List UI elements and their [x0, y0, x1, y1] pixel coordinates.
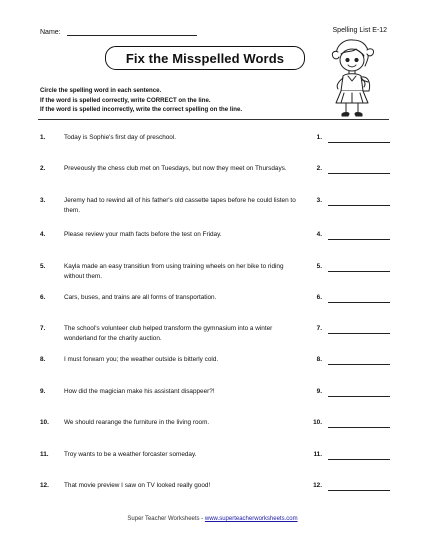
divider-rule [38, 119, 389, 120]
question-number: 8. [40, 356, 46, 363]
question-number: 2. [40, 165, 46, 172]
question-number: 6. [40, 294, 46, 301]
answer-line[interactable] [328, 459, 390, 460]
answer-line[interactable] [328, 333, 390, 334]
footer-link[interactable]: www.superteacherworksheets.com [204, 516, 298, 522]
answer-number: 4. [316, 231, 322, 238]
spelling-list-label: Spelling List E-12 [332, 27, 387, 34]
question-text: Cars, buses, and trains are all forms of transportation. [64, 294, 217, 301]
question-text: How did the magician make his assistant disappeer?! [64, 388, 215, 395]
question-number: 9. [40, 388, 46, 395]
question-number: 4. [40, 231, 46, 238]
answer-number: 8. [316, 356, 322, 363]
instruction-line: If the word is spelled correctly, write CORRECT on the line. [40, 96, 211, 104]
question-text: The school's volunteer club helped transform the gymnasium into a winter wonderland for the charity auction. [64, 325, 273, 342]
name-row [40, 27, 197, 36]
question-number: 7. [40, 325, 46, 332]
question-number: 12. [40, 482, 49, 489]
answer-number: 12. [313, 482, 322, 489]
girl-student-icon [322, 36, 382, 120]
answer-line[interactable] [328, 142, 390, 143]
footer-text: Super Teacher Worksheets - [127, 516, 205, 522]
answer-line[interactable] [328, 173, 390, 174]
answer-line[interactable] [328, 271, 390, 272]
answer-number: 5. [316, 263, 322, 270]
answer-line[interactable] [328, 364, 390, 365]
answer-number: 9. [316, 388, 322, 395]
question-text: Please review your math facts before the test on Friday. [64, 231, 222, 238]
name-label: Name: [40, 29, 61, 36]
question-text: We should rearange the furniture in the living room. [64, 419, 210, 426]
question-number: 11. [40, 451, 49, 458]
question-text: Jeremy had to rewind all of his father's old cassette tapes before he could listen to them. [64, 197, 296, 214]
question-number: 5. [40, 263, 46, 270]
answer-number: 1. [316, 134, 322, 141]
answer-number: 2. [316, 165, 322, 172]
name-blank-line [67, 27, 197, 36]
answer-line[interactable] [328, 490, 390, 491]
question-number: 3. [40, 197, 46, 204]
answer-line[interactable] [328, 239, 390, 240]
answer-line[interactable] [328, 427, 390, 428]
answer-line[interactable] [328, 396, 390, 397]
instruction-line: Circle the spelling word in each sentence. [40, 87, 162, 94]
question-text: I must forwarn you; the weather outside is bitterly cold. [64, 356, 219, 363]
instruction-line: If the word is spelled incorrectly, write the correct spelling on the line. [40, 106, 243, 113]
question-text: Kayla made an easy transitiun from using training wheels on her bike to riding without them. [64, 263, 284, 280]
answer-line[interactable] [328, 205, 390, 206]
answer-number: 7. [316, 325, 322, 332]
question-text: Today is Sophie's first day of preschool. [64, 134, 177, 141]
question-number: 1. [40, 134, 46, 141]
question-text: That movie preview I saw on TV looked really good! [64, 482, 211, 489]
answer-number: 11. [313, 451, 322, 458]
answer-number: 10. [313, 419, 322, 426]
question-text: Troy wants to be a weather forcaster someday. [64, 451, 197, 458]
answer-line[interactable] [328, 302, 390, 303]
instructions [40, 86, 242, 115]
answer-number: 3. [316, 197, 322, 204]
question-number: 10. [40, 419, 49, 426]
question-text: Preveously the chess club met on Tuesdays, but now they meet on Thursdays. [64, 165, 287, 172]
answer-number: 6. [316, 294, 322, 301]
worksheet-title: Fix the Misspelled Words [105, 46, 305, 70]
footer [0, 516, 425, 522]
